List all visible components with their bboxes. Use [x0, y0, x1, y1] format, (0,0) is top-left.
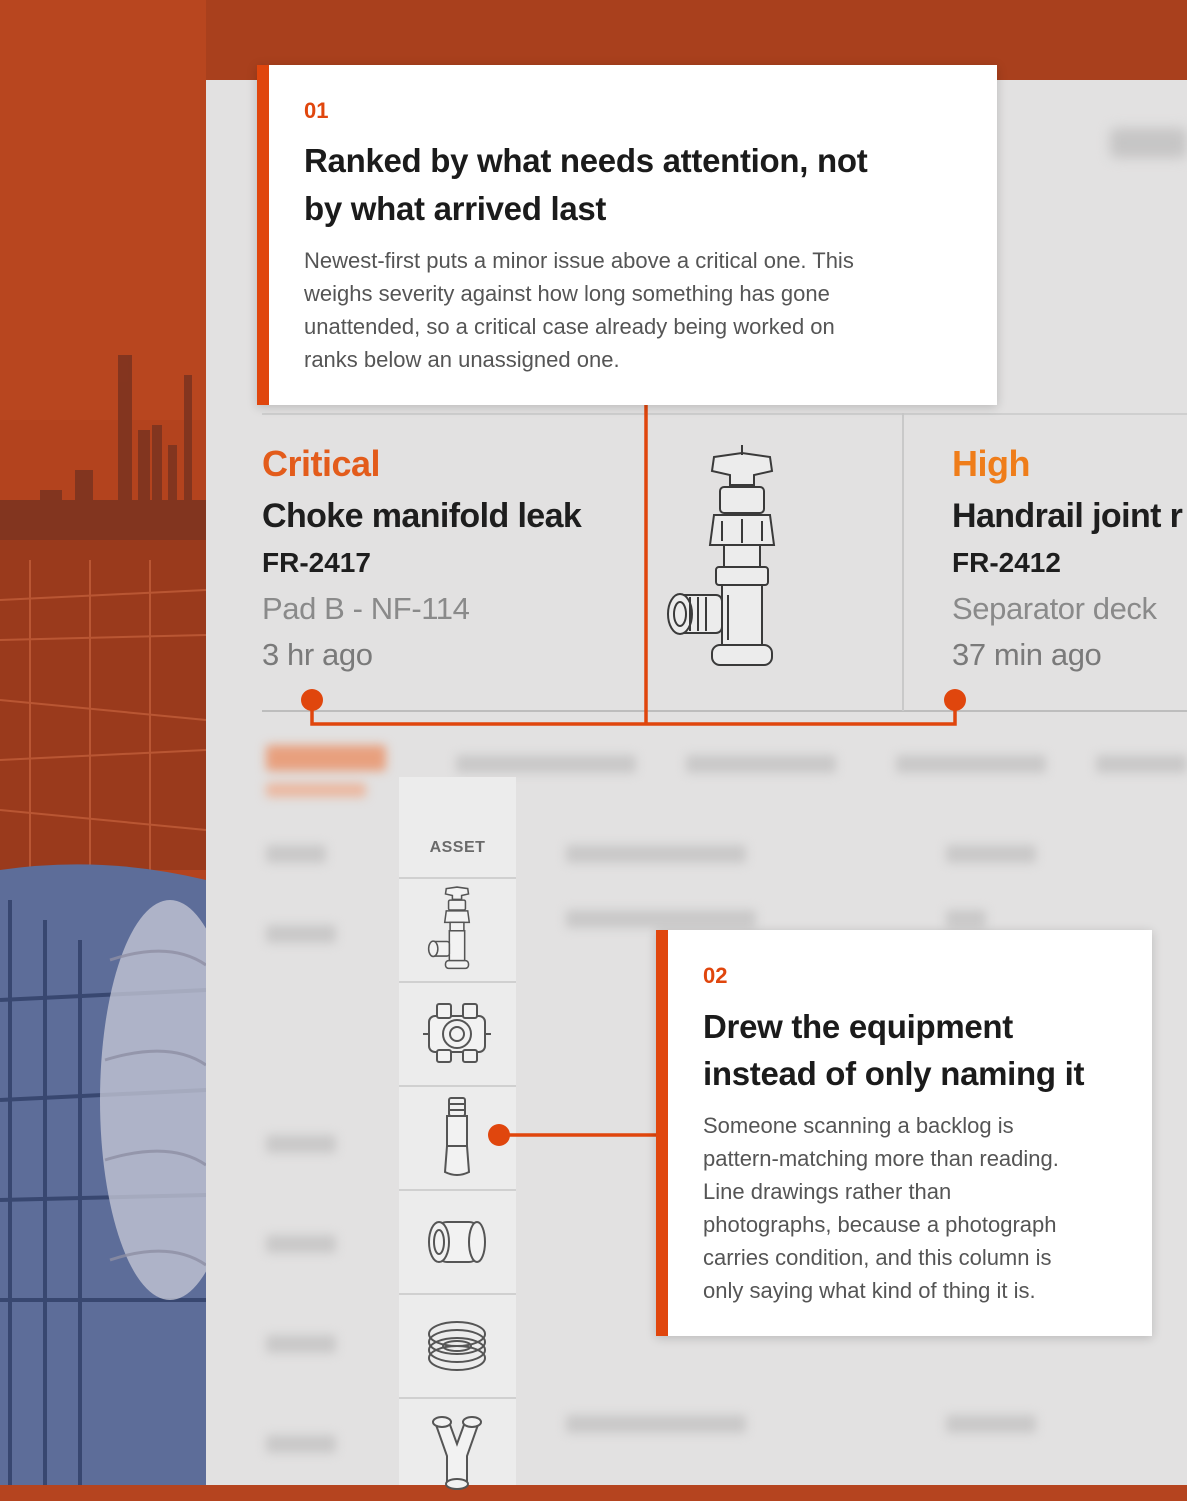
issue-location: Pad B - NF-114 — [262, 591, 470, 626]
callout-body-line: Someone scanning a backlog is — [703, 1113, 1014, 1138]
callout-title-line: Drew the equipment — [703, 1008, 1013, 1045]
issue-title: Handrail joint r — [952, 497, 1183, 535]
callout-body-line: unattended, so a critical case already being worked on — [304, 314, 835, 339]
callout-body-line: carries condition, and this column is — [703, 1245, 1052, 1270]
issue-age: 37 min ago — [952, 637, 1102, 672]
accent-bar — [656, 930, 668, 1336]
issue-age: 3 hr ago — [262, 637, 373, 672]
severity-label: High — [952, 443, 1030, 484]
issue-title: Choke manifold leak — [262, 497, 582, 535]
callout-number: 01 — [304, 98, 329, 123]
callout-body-line: Newest-first puts a minor issue above a critical one. This — [304, 248, 854, 273]
annotation-callout-02 — [656, 930, 1152, 1336]
callout-body-line: ranks below an unassigned one. — [304, 347, 620, 372]
issue-id: FR-2417 — [262, 547, 371, 578]
callout-title-line: Ranked by what needs attention, not — [304, 142, 868, 179]
callout-number: 02 — [703, 963, 728, 988]
asset-header-label: ASSET — [429, 839, 486, 856]
callout-title-line: by what arrived last — [304, 190, 607, 227]
callout-body-line: Line drawings rather than — [703, 1179, 952, 1204]
callout-body-line: photographs, because a photograph — [703, 1212, 1057, 1237]
issue-location: Separator deck — [952, 591, 1157, 626]
annotation-callout-01 — [257, 65, 997, 405]
accent-bar — [257, 65, 269, 405]
severity-label: Critical — [262, 443, 381, 484]
callout-title-line: instead of only naming it — [703, 1055, 1085, 1092]
callout-body-line: weighs severity against how long something has gone — [304, 281, 830, 306]
callout-body-line: pattern-matching more than reading. — [703, 1146, 1059, 1171]
issue-id: FR-2412 — [952, 547, 1061, 578]
callout-body-line: only saying what kind of thing it is. — [703, 1278, 1036, 1303]
